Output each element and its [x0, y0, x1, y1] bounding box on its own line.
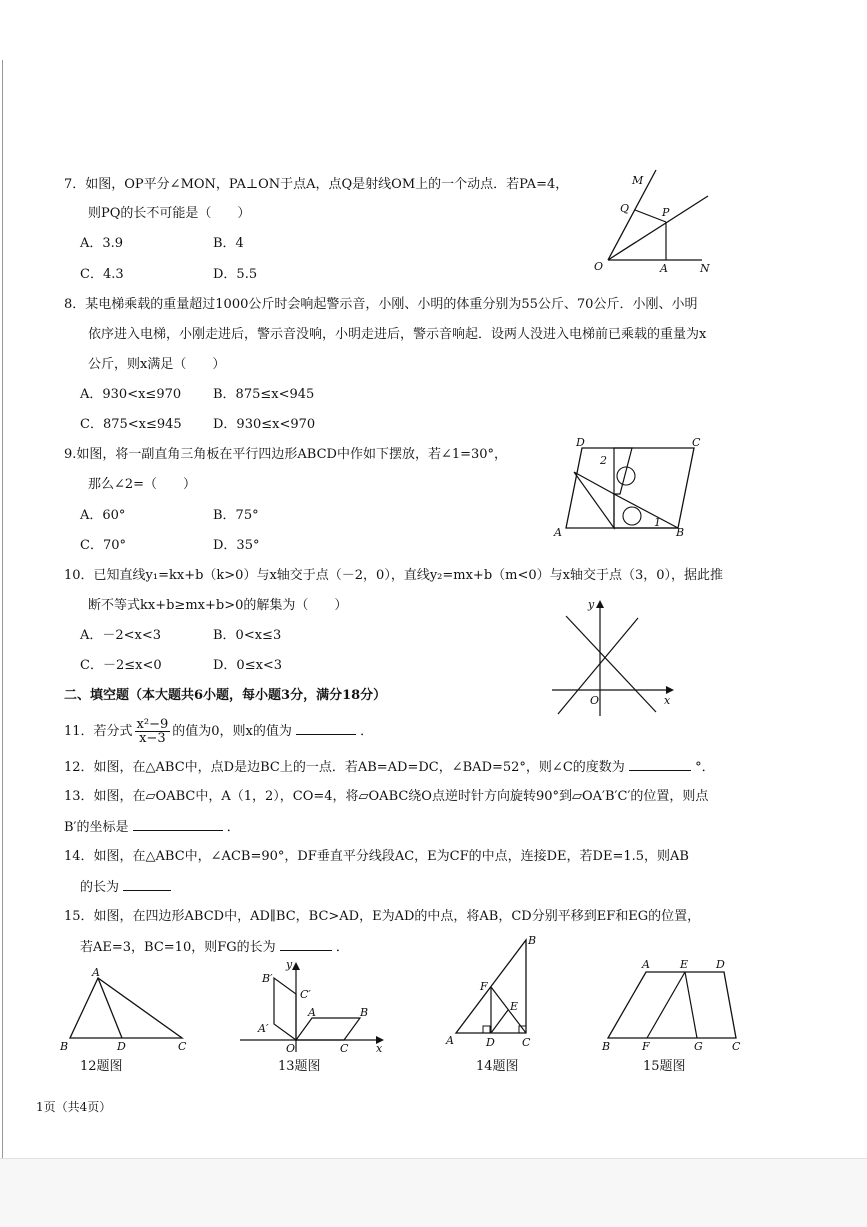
triangle-board-2	[574, 472, 614, 528]
q7-option-c: C．4.3	[80, 267, 124, 282]
figure-13	[236, 956, 386, 1056]
label-a: A	[446, 1034, 454, 1047]
q12-text: 12．如图，在△ABC中，点D是边BC上的一点．若AB=AD=DC，∠BAD=52°，则∠C的度数为	[64, 760, 625, 775]
q13-line2-text: B′的坐标是	[64, 820, 129, 835]
x-axis-arrow	[666, 686, 674, 694]
board-hole-2	[623, 507, 641, 525]
label-a: A	[308, 1006, 316, 1019]
label-c: C	[692, 436, 701, 449]
line-y2	[566, 616, 656, 712]
label-o: O	[286, 1042, 296, 1055]
q11-denominator: x−3	[139, 731, 166, 746]
q8-option-c: C．875<x≤945	[80, 417, 182, 432]
q9-option-d: D．35°	[213, 538, 260, 553]
page-edge-line	[2, 60, 3, 1220]
y-axis-arrow	[292, 962, 300, 970]
q9-option-c: C．70°	[80, 538, 126, 553]
q10-line2: 断不等式kx+b≥mx+b>0的解集为（ ）	[88, 598, 348, 613]
label-n: N	[700, 262, 710, 275]
label-q: Q	[620, 202, 630, 215]
q11	[64, 718, 373, 745]
q7-option-d: D．5.5	[213, 267, 258, 282]
q13-line2	[64, 818, 240, 837]
q8-line2: 依序进入电梯，小刚走进后，警示音没响，小明走进后，警示音响起．设两人没进入电梯前已乘载的重量为x	[88, 327, 707, 342]
parallelogram-oabc	[296, 1018, 360, 1040]
segment-ef	[647, 972, 685, 1038]
q15-line2	[80, 938, 349, 957]
q10-line1: 10．已知直线y₁=kx+b（k>0）与x轴交于点（－2，0），直线y₂=mx+b（m<0）与x轴交于点（3，0），据此推	[64, 568, 724, 583]
figure-14	[446, 930, 556, 1055]
q11-prefix: 11．若分式	[64, 724, 133, 739]
label-a: A	[92, 966, 100, 979]
label-d: D	[716, 958, 725, 971]
q11-fraction	[135, 718, 171, 745]
q7-figure	[590, 168, 720, 278]
q11-answer-blank[interactable]	[296, 722, 356, 735]
q8-option-d: D．930≤x<970	[213, 417, 316, 432]
triangle-board-3	[614, 494, 678, 528]
q8-line1: 8．某电梯乘载的重量超过1000公斤时会响起警示音，小刚、小明的体重分别为55公斤、70公斤．小刚、小明	[64, 297, 698, 312]
label-b: B	[360, 1006, 369, 1019]
label-c: C	[732, 1040, 741, 1053]
q9-option-b: B．75°	[213, 508, 259, 523]
q14-answer-blank[interactable]	[123, 878, 171, 891]
q9-line2: 那么∠2=（ ）	[88, 477, 197, 492]
q7-line1: 7．如图，OP平分∠MON，PA⊥ON于点A，点Q是射线OM上的一个动点．若PA=4，	[64, 177, 569, 192]
label-c: C	[340, 1042, 349, 1055]
q15-line1: 15．如图，在四边形ABCD中，AD∥BC，BC>AD，E为AD的中点，将AB，CD分别平移到EF和EG的位置，	[64, 909, 701, 924]
q12-answer-blank[interactable]	[629, 758, 691, 771]
q13-end: ．	[226, 820, 240, 835]
q11-suffix: 的值为0，则x的值为	[172, 724, 292, 739]
q12	[64, 758, 715, 777]
label-c: C	[178, 1040, 187, 1053]
label-p: P	[662, 206, 670, 219]
q14-line1: 14．如图，在△ABC中，∠ACB=90°，DF垂直平分线段AC，E为CF的中点，连接DE，若DE=1.5，则AB	[64, 849, 689, 864]
q11-end: ．	[360, 724, 374, 739]
figure-14-caption: 14题图	[476, 1059, 519, 1074]
q12-end: °．	[695, 760, 715, 775]
label-o: O	[590, 694, 600, 707]
label-c: C	[522, 1036, 531, 1049]
label-b: B	[676, 526, 685, 539]
section-fill-in-title: 二、填空题（本大题共6小题，每小题3分，满分18分）	[64, 688, 387, 703]
q9-line1: 9.如图，将一副直角三角板在平行四边形ABCD中作如下摆放，若∠1=30°，	[64, 447, 508, 462]
q14-line2-text: 的长为	[80, 880, 120, 895]
figure-13-caption: 13题图	[278, 1059, 321, 1074]
label-c-prime: C′	[300, 988, 311, 1001]
label-e: E	[680, 958, 689, 971]
q9-option-a: A．60°	[80, 508, 126, 523]
q8-option-b: B．875≤x<945	[213, 387, 315, 402]
q8-line3: 公斤，则x满足（ ）	[88, 357, 226, 372]
q10-option-c: C．－2≤x<0	[80, 658, 162, 673]
trapezoid-abcd	[608, 972, 736, 1038]
q10-option-b: B．0<x≤3	[213, 628, 282, 643]
label-f: F	[642, 1040, 650, 1053]
label-b-prime: B′	[262, 972, 273, 985]
q10-figure	[548, 596, 678, 721]
q15-end: ．	[335, 940, 349, 955]
q8-option-a: A．930<x≤970	[80, 387, 182, 402]
parallelogram-oa1b1c1	[274, 978, 296, 1040]
label-a-prime: A′	[258, 1022, 269, 1035]
label-a: A	[554, 526, 562, 539]
figure-12	[60, 966, 200, 1056]
q10-option-a: A．－2<x<3	[80, 628, 162, 643]
segment-eg	[685, 972, 697, 1038]
scan-bottom-margin	[0, 1158, 867, 1227]
q13-line1: 13．如图，在▱OABC中，A（1，2），CO=4，将▱OABC绕O点逆时针方向旋转90°到▱OA′B′C′的位置，则点	[64, 789, 709, 804]
q7-line2: 则PQ的长不可能是（ ）	[88, 206, 251, 221]
label-angle-2: 2	[600, 454, 607, 467]
label-x: x	[664, 694, 671, 707]
q9-figure	[552, 438, 712, 538]
figure-15-caption: 15题图	[643, 1059, 686, 1074]
triangle-board-1	[614, 448, 632, 494]
label-b: B	[528, 934, 537, 947]
label-b: B	[602, 1040, 611, 1053]
q15-answer-blank[interactable]	[280, 938, 332, 951]
segment-de	[491, 1010, 508, 1033]
q7-option-b: B．4	[213, 236, 244, 251]
label-e: E	[510, 1000, 519, 1013]
page-footer: 1页（共4页）	[36, 1100, 112, 1114]
label-f: F	[480, 980, 488, 993]
figure-15	[598, 958, 748, 1053]
label-b: B	[60, 1040, 69, 1053]
label-a: A	[660, 262, 668, 275]
label-d: D	[576, 436, 585, 449]
label-y: y	[588, 598, 595, 611]
label-d: D	[486, 1036, 495, 1049]
right-angle-mark-d	[483, 1026, 490, 1033]
q15-line2-text: 若AE=3，BC=10，则FG的长为	[80, 940, 276, 955]
label-x: x	[376, 1042, 383, 1055]
q7-option-a: A．3.9	[80, 236, 124, 251]
label-a: A	[642, 958, 650, 971]
q10-option-d: D．0≤x<3	[213, 658, 283, 673]
y-axis-arrow	[596, 600, 604, 608]
q11-numerator: x²−9	[136, 717, 169, 732]
label-g: G	[694, 1040, 703, 1053]
label-o: O	[594, 260, 604, 273]
label-y: y	[286, 958, 293, 971]
label-d: D	[117, 1040, 126, 1053]
label-m: M	[632, 174, 644, 187]
label-angle-1: 1	[654, 516, 661, 529]
q13-answer-blank[interactable]	[133, 818, 223, 831]
q14-line2	[80, 878, 171, 897]
figure-12-caption: 12题图	[80, 1059, 123, 1074]
triangle-abc	[70, 978, 182, 1038]
